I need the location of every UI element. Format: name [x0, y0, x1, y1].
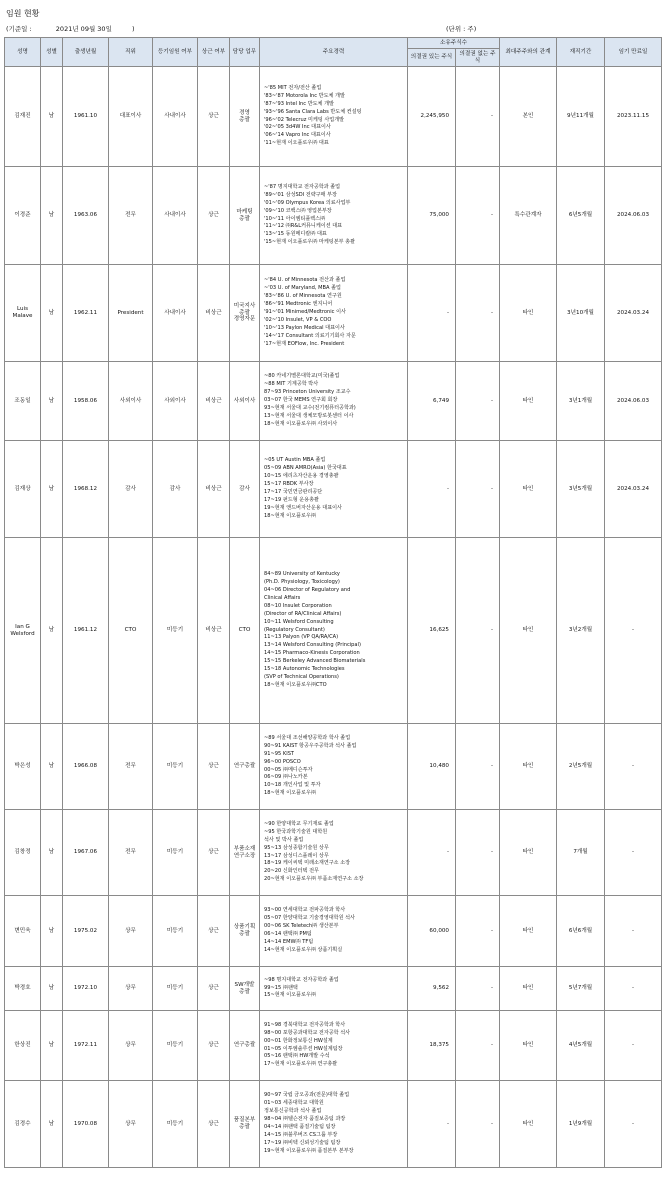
- exec-relation: 타인: [500, 810, 557, 896]
- exec-career: ~80 카네기멜론대학교(미국)졸업 ~88 MIT 기계공학 박사 87~93 Princeton University 조교수 03~07 한국 MEMS 연구회 회장 93~현재 서울대 교수(전기컴퓨터공학과) 13~현재 서울대 생체모방로봇센터 이사 18~현재 이오플로우㈜ 사외이사: [260, 362, 408, 441]
- exec-birth: 1972.11: [63, 1011, 109, 1081]
- exec-tenure: 2년5개월: [557, 724, 605, 810]
- exec-birth: 1970.08: [63, 1081, 109, 1168]
- exec-relation: 타인: [500, 896, 557, 967]
- exec-duty: 마케팅 총괄: [230, 167, 260, 265]
- exec-career: 90~97 국립 금오공과(전문)대학 졸업 01~03 세종대학교 대학원 정보통신공학과 석사 졸업 98~04 ㈜텔슨전자 품질보증팀 과장 04~14 ㈜팬택 품질기술팀 팀장 14~15 ㈜블루버즈 CS그룹 부장 17~19 ㈜비텍 신뢰성기술팀 팀장 19~현재 이오플로우㈜ 품질본부 본부장: [260, 1081, 408, 1168]
- header-relation: 최대주주와의 관계: [500, 38, 557, 67]
- exec-nonvoting-shares: -: [456, 1011, 500, 1081]
- exec-term-end: -: [605, 810, 662, 896]
- exec-position: 전무: [109, 167, 153, 265]
- exec-nonvoting-shares: -: [456, 67, 500, 167]
- exec-duty: 상품기획 총괄: [230, 896, 260, 967]
- exec-gender: 남: [41, 810, 63, 896]
- exec-fulltime: 비상근: [198, 441, 230, 538]
- exec-duty: CTO: [230, 538, 260, 724]
- exec-birth: 1962.11: [63, 265, 109, 362]
- exec-registered: 사내이사: [153, 265, 198, 362]
- header-name: 성명: [5, 38, 41, 67]
- exec-voting-shares: 60,000: [408, 896, 456, 967]
- exec-nonvoting-shares: -: [456, 967, 500, 1011]
- exec-birth: 1961.10: [63, 67, 109, 167]
- exec-registered: 미등기: [153, 1011, 198, 1081]
- exec-nonvoting-shares: -: [456, 724, 500, 810]
- exec-position: 사외이사: [109, 362, 153, 441]
- exec-fulltime: 상근: [198, 167, 230, 265]
- exec-birth: 1963.06: [63, 167, 109, 265]
- exec-gender: 남: [41, 67, 63, 167]
- exec-name: 한상진: [5, 1011, 41, 1081]
- executive-row: [5, 724, 662, 810]
- exec-birth: 1958.06: [63, 362, 109, 441]
- exec-name: 김경수: [5, 1081, 41, 1168]
- exec-career: 93~00 연세대학교 전파공학과 학사 05~07 한양대학교 기술경영대학원 석사 00~06 SK Teletech㈜ 생산본부 06~14 팬택㈜ PM팀 14~14 EMW㈜ TF팀 14~현재 이오플로우㈜ 상품기획실: [260, 896, 408, 967]
- executive-row: [5, 1011, 662, 1081]
- exec-gender: 남: [41, 362, 63, 441]
- executive-rows: [5, 67, 662, 1168]
- basis-date-value: 2021년 09월 30일: [55, 25, 112, 33]
- exec-gender: 남: [41, 265, 63, 362]
- header-gender: 성별: [41, 38, 63, 67]
- executive-row: [5, 1081, 662, 1168]
- exec-term-end: -: [605, 1081, 662, 1168]
- executive-row: [5, 167, 662, 265]
- exec-relation: 타인: [500, 265, 557, 362]
- exec-voting-shares: 6,749: [408, 362, 456, 441]
- exec-duty: 부품소재 연구소장: [230, 810, 260, 896]
- exec-tenure: 6년6개월: [557, 896, 605, 967]
- exec-duty: 연구총괄: [230, 1011, 260, 1081]
- executive-row: [5, 810, 662, 896]
- exec-voting-shares: -: [408, 265, 456, 362]
- exec-birth: 1967.06: [63, 810, 109, 896]
- exec-term-end: 2023.11.15: [605, 67, 662, 167]
- exec-voting-shares: 9,562: [408, 967, 456, 1011]
- exec-birth: 1966.08: [63, 724, 109, 810]
- exec-term-end: 2024.06.03: [605, 167, 662, 265]
- exec-tenure: 3년5개월: [557, 441, 605, 538]
- exec-tenure: 3년10개월: [557, 265, 605, 362]
- exec-duty: 사외이사: [230, 362, 260, 441]
- exec-gender: 남: [41, 724, 63, 810]
- header-shares-group: 소유주식수: [408, 38, 500, 49]
- basis-label: (기준일 :: [6, 25, 32, 33]
- exec-fulltime: 상근: [198, 896, 230, 967]
- exec-tenure: 5년7개월: [557, 967, 605, 1011]
- exec-term-end: -: [605, 724, 662, 810]
- exec-voting-shares: 18,375: [408, 1011, 456, 1081]
- exec-gender: 남: [41, 167, 63, 265]
- exec-tenure: 1년9개월: [557, 1081, 605, 1168]
- exec-tenure: 7개월: [557, 810, 605, 896]
- exec-birth: 1961.12: [63, 538, 109, 724]
- exec-registered: 사내이사: [153, 167, 198, 265]
- exec-position: 전무: [109, 810, 153, 896]
- page-title: 임원 현황: [6, 9, 40, 18]
- header-career: 주요경력: [260, 38, 408, 67]
- exec-fulltime: 비상근: [198, 265, 230, 362]
- executive-row: [5, 538, 662, 724]
- exec-tenure: 4년5개월: [557, 1011, 605, 1081]
- exec-duty: 미국지사 총괄 경영자문: [230, 265, 260, 362]
- meta-row: [6, 22, 620, 36]
- exec-term-end: -: [605, 896, 662, 967]
- exec-gender: 남: [41, 967, 63, 1011]
- exec-nonvoting-shares: -: [456, 441, 500, 538]
- exec-voting-shares: 2,245,950: [408, 67, 456, 167]
- unit-label: (단위 : 주): [446, 25, 477, 33]
- exec-position: 상무: [109, 1081, 153, 1168]
- exec-position: CTO: [109, 538, 153, 724]
- header-birth: 출생년월: [63, 38, 109, 67]
- exec-registered: 사외이사: [153, 362, 198, 441]
- exec-nonvoting-shares: -: [456, 167, 500, 265]
- exec-career: 84~89 University of Kentucky (Ph.D. Physiology, Toxicology) 04~06 Director of Regulatory and Clinical Affairs 08~10 Insulet Corporation (Director of RA/Clinical Affairs) 10~11 Welsford Consulting (Regulatory Consultant) 11~13 Palyon (VP QA/RA/CA) 13~14 Welsford Consulting (Principal) 14~15 Pharmaco-Kinesis Corporation 15~15 Berkeley Advanced Biomaterials 15~18 Autonomic Technologies (SVP of Technical Operations) 18~현재 이오플로우㈜CTO: [260, 538, 408, 724]
- exec-gender: 남: [41, 896, 63, 967]
- exec-name: 박경호: [5, 967, 41, 1011]
- executive-row: [5, 67, 662, 167]
- header-term-end: 임기 만료일: [605, 38, 662, 67]
- exec-relation: 타인: [500, 967, 557, 1011]
- exec-career: ~'84 U. of Minnesota 전산과 졸업 ~'03 U. of Maryland, MBA 졸업 '83~'86 U. of Minnesota 연구원 '86~'91 Medtronic 엔지니어 '91~'01 Minimed/Medtronic 이사 '02~'10 Insulet, VP & COO '10~'13 Paylon Medical 대표이사 '14~'17 Consultant 의료기기회사 자문 '17~현재 EOFlow, Inc. President: [260, 265, 408, 362]
- header-row: [5, 38, 662, 49]
- header-tenure: 재직기간: [557, 38, 605, 67]
- exec-relation: 타인: [500, 538, 557, 724]
- exec-name: 김재상: [5, 441, 41, 538]
- exec-career: ~89 서울대 조선해양공학과 학사 졸업 90~91 KAIST 항공우주공학과 석사 졸업 91~95 KIST 96~00 POSCO 00~05 ㈜메디슨투자 06~09 ㈜나노카본 10~18 개인사업 및 투자 18~현재 이오플로우㈜: [260, 724, 408, 810]
- exec-fulltime: 상근: [198, 1011, 230, 1081]
- exec-registered: 미등기: [153, 724, 198, 810]
- exec-registered: 미등기: [153, 810, 198, 896]
- exec-gender: 남: [41, 1081, 63, 1168]
- exec-nonvoting-shares: -: [456, 896, 500, 967]
- exec-name: 김창정: [5, 810, 41, 896]
- exec-career: 91~98 경북대학교 전자공학과 학사 98~00 포항공과대학교 전자공학 석사 00~01 한화정보통신 HW설계 01~05 이투엠솔루션 HW설계팀장 05~16 팬택㈜ HW개발 수석 17~현재 이오플로우㈜ 연구총괄: [260, 1011, 408, 1081]
- exec-career: ~'87 명지대학교 전자공학과 졸업 '89~'01 삼성SDI 전략구매 부장 '01~'09 Olympus Korea 의료사업부 '09~'10 코백스㈜ 영업본부장 '10~'11 아이엠티플렉스㈜ '11~'12 ㈜R&L커뮤니케이션 대표 '13~'15 동원메디칼㈜ 대표 '15~현재 이오플로우㈜ 마케팅본부 총괄: [260, 167, 408, 265]
- exec-registered: 사내이사: [153, 67, 198, 167]
- exec-duty: 품질본부 총괄: [230, 1081, 260, 1168]
- exec-registered: 미등기: [153, 1081, 198, 1168]
- exec-position: 대표이사: [109, 67, 153, 167]
- exec-position: 상무: [109, 967, 153, 1011]
- header-position: 직위: [109, 38, 153, 67]
- exec-voting-shares: 10,480: [408, 724, 456, 810]
- exec-fulltime: 비상근: [198, 362, 230, 441]
- executive-row: [5, 362, 662, 441]
- exec-fulltime: 상근: [198, 1081, 230, 1168]
- exec-gender: 남: [41, 538, 63, 724]
- exec-relation: 타인: [500, 362, 557, 441]
- executive-row: [5, 967, 662, 1011]
- exec-term-end: -: [605, 1011, 662, 1081]
- exec-career: ~98 명지대학교 전자공학과 졸업 99~15 ㈜팬택 15~현재 이오플로우㈜: [260, 967, 408, 1011]
- executive-row: [5, 896, 662, 967]
- header-duty: 담당 업무: [230, 38, 260, 67]
- exec-relation: 타인: [500, 1081, 557, 1168]
- exec-birth: 1968.12: [63, 441, 109, 538]
- exec-relation: 특수관계자: [500, 167, 557, 265]
- exec-duty: 감사: [230, 441, 260, 538]
- exec-duty: SW개발 총괄: [230, 967, 260, 1011]
- exec-duty: 경영 총괄: [230, 67, 260, 167]
- exec-duty: 연구총괄: [230, 724, 260, 810]
- exec-gender: 남: [41, 1011, 63, 1081]
- exec-position: 상무: [109, 1011, 153, 1081]
- exec-nonvoting-shares: -: [456, 265, 500, 362]
- exec-name: 이경준: [5, 167, 41, 265]
- exec-term-end: 2024.03.24: [605, 265, 662, 362]
- exec-relation: 타인: [500, 724, 557, 810]
- exec-fulltime: 비상근: [198, 538, 230, 724]
- exec-fulltime: 상근: [198, 724, 230, 810]
- exec-voting-shares: 16,625: [408, 538, 456, 724]
- exec-birth: 1975.02: [63, 896, 109, 967]
- exec-name: 김재진: [5, 67, 41, 167]
- exec-voting-shares: -: [408, 1081, 456, 1168]
- exec-relation: 타인: [500, 1011, 557, 1081]
- header-voting: 의결권 있는 주식: [408, 49, 456, 67]
- exec-career: ~05 UT Austin MBA 졸업 05~09 ABN AMRO(Asia) 한국대표 10~15 에리츠자산운용 경영총괄 15~17 RBDK 부사장 17~17 국민연금관리공단 17~19 펀드형 운용총괄 19~현재 앤드버자산운용 대표이사 18~현재 이오플로우㈜: [260, 441, 408, 538]
- executive-table: [4, 37, 662, 1168]
- exec-fulltime: 상근: [198, 810, 230, 896]
- header-fulltime: 상근 여부: [198, 38, 230, 67]
- exec-nonvoting-shares: -: [456, 538, 500, 724]
- executive-row: [5, 265, 662, 362]
- exec-fulltime: 상근: [198, 967, 230, 1011]
- exec-position: 전무: [109, 724, 153, 810]
- exec-tenure: 3년1개월: [557, 362, 605, 441]
- exec-birth: 1972.10: [63, 967, 109, 1011]
- exec-nonvoting-shares: -: [456, 810, 500, 896]
- exec-career: ~'85 MIT 전자/전산 졸업 '83~'87 Motorola Inc 반도체 개발 '87~'93 Intel Inc 반도체 개발 '93~'96 Santa Clara Labs 반도체 컨설팅 '96~'02 Telecruz 미케팅 사업개발 '02~'05 3d4W Inc 대표이사 '06~'14 Vapro Inc 대표이사 '11~현재 이오플로우㈜ 대표: [260, 67, 408, 167]
- exec-term-end: 2024.06.03: [605, 362, 662, 441]
- exec-career: ~90 한양대학교 무기재료 졸업 ~95 한국과학기술원 대학원 석사 및 박사 졸업 95~13 삼성종합기술원 상무 13~17 삼성디스플레이 상무 18~19 케이씨텍 미래소재연구소 소장 20~20 신화인터텍 전무 20~현재 이오플로우㈜ 부품소재연구소 소장: [260, 810, 408, 896]
- exec-registered: 감사: [153, 441, 198, 538]
- exec-name: 조동일: [5, 362, 41, 441]
- exec-name: 변민욱: [5, 896, 41, 967]
- executive-row: [5, 441, 662, 538]
- exec-voting-shares: -: [408, 441, 456, 538]
- exec-voting-shares: 75,000: [408, 167, 456, 265]
- exec-tenure: 9년11개월: [557, 67, 605, 167]
- header-nonvoting: 의결권 없는 주식: [456, 49, 500, 67]
- header-registered: 등기임원 여부: [153, 38, 198, 67]
- basis-date: [6, 24, 135, 33]
- exec-registered: 미등기: [153, 538, 198, 724]
- exec-term-end: -: [605, 967, 662, 1011]
- exec-term-end: 2024.03.24: [605, 441, 662, 538]
- exec-name: Ian G Welsford: [5, 538, 41, 724]
- exec-nonvoting-shares: -: [456, 1081, 500, 1168]
- basis-close: ): [132, 25, 135, 33]
- exec-position: 상무: [109, 896, 153, 967]
- exec-name: 박은성: [5, 724, 41, 810]
- exec-fulltime: 상근: [198, 67, 230, 167]
- exec-gender: 남: [41, 441, 63, 538]
- exec-tenure: 6년5개월: [557, 167, 605, 265]
- exec-relation: 본인: [500, 67, 557, 167]
- exec-nonvoting-shares: -: [456, 362, 500, 441]
- exec-name: Luis Malave: [5, 265, 41, 362]
- exec-tenure: 3년2개월: [557, 538, 605, 724]
- exec-registered: 미등기: [153, 967, 198, 1011]
- exec-term-end: -: [605, 538, 662, 724]
- exec-registered: 미등기: [153, 896, 198, 967]
- exec-relation: 타인: [500, 441, 557, 538]
- exec-voting-shares: -: [408, 810, 456, 896]
- exec-position: President: [109, 265, 153, 362]
- exec-position: 감사: [109, 441, 153, 538]
